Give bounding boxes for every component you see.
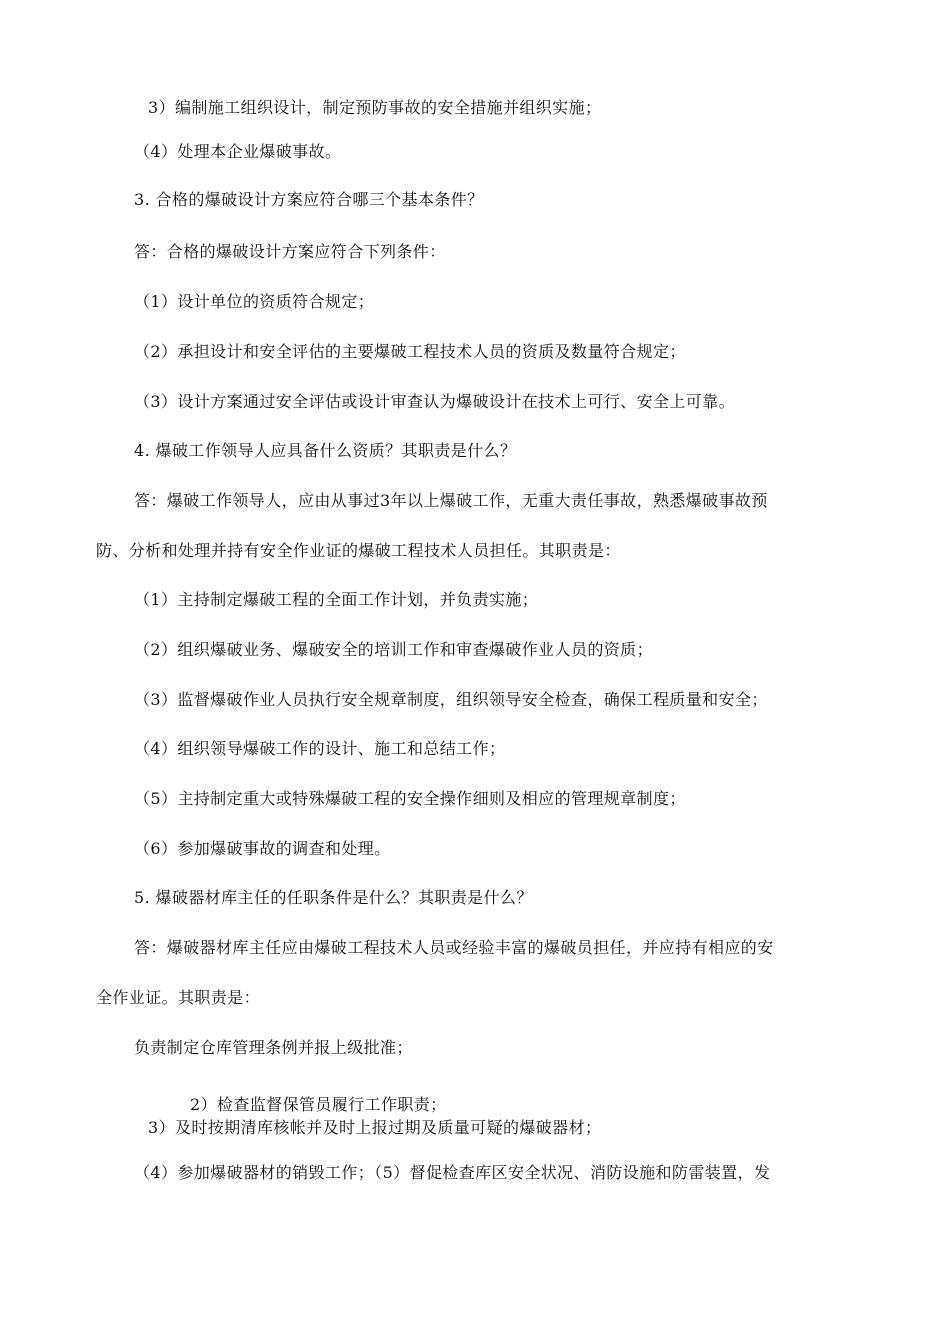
answer-5: 答：爆破器材库主任应由爆破工程技术人员或经验丰富的爆破员担任，并应持有相应的安	[134, 938, 774, 957]
text-line-14: （4）组织领导爆破工作的设计、施工和总结工作；	[134, 739, 506, 758]
text-line-22: 3）及时按期清库核帐并及时上报过期及质量可疑的爆破器材；	[148, 1118, 602, 1137]
answer-4: 答：爆破工作领导人，应由从事过3年以上爆破工作，无重大责任事故，熟悉爆破事故预	[134, 491, 768, 510]
text-line-16: （6）参加爆破事故的调查和处理。	[134, 839, 391, 858]
answer-4-continued: 防、分析和处理并持有安全作业证的爆破工程技术人员担任。其职责是：	[96, 541, 621, 560]
text-line-13: （3）监督爆破作业人员执行安全规章制度，组织领导安全检查，确保工程质量和安全；	[134, 690, 768, 709]
text-line-7: （3）设计方案通过安全评估或设计审查认为爆破设计在技术上可行、安全上可靠。	[134, 392, 735, 411]
question-3: 3. 合格的爆破设计方案应符合哪三个基本条件？	[134, 190, 484, 209]
text-line-23: （4）参加爆破器材的销毁工作；（5）督促检查库区安全状况、消防设施和防雷装置，发	[134, 1163, 771, 1182]
question-5: 5. 爆破器材库主任的任职条件是什么？其职责是什么？	[134, 888, 533, 907]
text-line-1: 3）编制施工组织设计，制定预防事故的安全措施并组织实施；	[148, 98, 602, 117]
text-line-15: （5）主持制定重大或特殊爆破工程的安全操作细则及相应的管理规章制度；	[134, 789, 686, 808]
text-line-21: 2）检查监督保管员履行工作职责；	[190, 1095, 447, 1114]
text-line-11: （1）主持制定爆破工程的全面工作计划，并负责实施；	[134, 590, 539, 609]
text-line-5: （1）设计单位的资质符合规定；	[134, 292, 375, 311]
question-4: 4. 爆破工作领导人应具备什么资质？其职责是什么？	[134, 441, 517, 460]
text-line-12: （2）组织爆破业务、爆破安全的培训工作和审查爆破作业人员的资质；	[134, 640, 653, 659]
answer-3: 答：合格的爆破设计方案应符合下列条件：	[134, 242, 446, 261]
answer-5-continued: 全作业证。其职责是：	[96, 988, 261, 1007]
text-line-6: （2）承担设计和安全评估的主要爆破工程技术人员的资质及数量符合规定；	[134, 342, 686, 361]
text-line-2: （4）处理本企业爆破事故。	[134, 142, 342, 161]
text-line-20: 负责制定仓库管理条例并报上级批准；	[134, 1038, 413, 1057]
